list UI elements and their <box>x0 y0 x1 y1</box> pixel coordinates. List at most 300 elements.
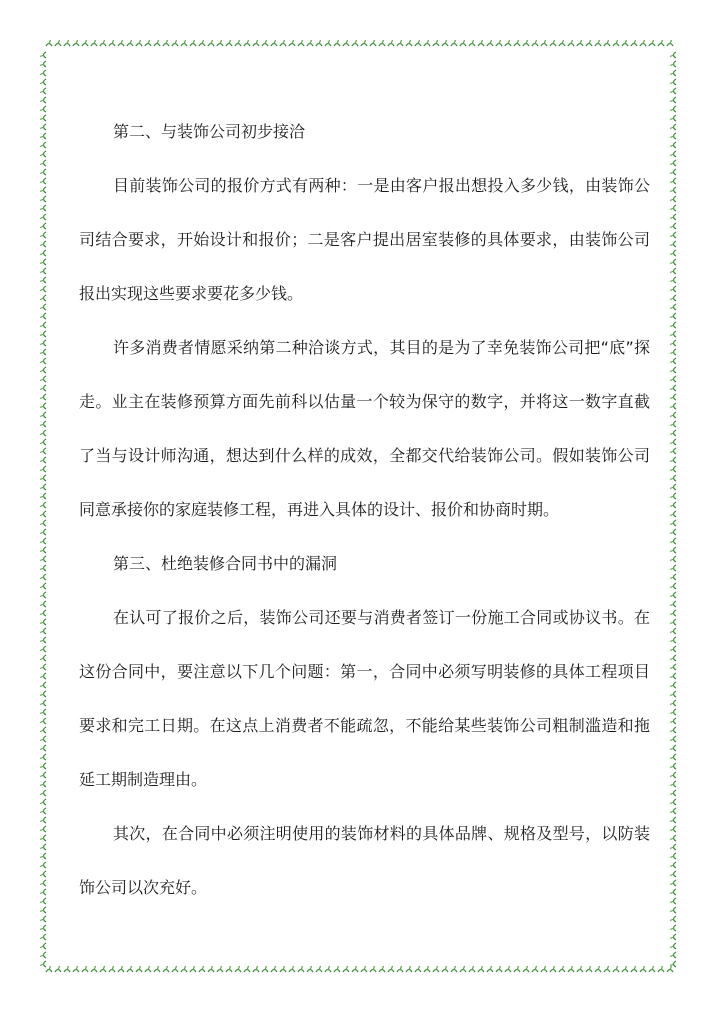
vine-leaf-icon <box>604 40 610 46</box>
vine-leaf-icon <box>118 966 124 972</box>
vine-leaf-icon <box>595 40 601 46</box>
vine-leaf-icon <box>40 214 46 220</box>
vine-leaf-icon <box>670 673 676 679</box>
vine-leaf-icon <box>199 40 205 46</box>
vine-leaf-icon <box>40 196 46 202</box>
vine-leaf-icon <box>40 232 46 238</box>
vine-leaf-icon <box>433 966 439 972</box>
vine-leaf-icon <box>532 966 538 972</box>
vine-leaf-icon <box>40 907 46 913</box>
vine-leaf-icon <box>40 322 46 328</box>
vine-leaf-icon <box>217 40 223 46</box>
vine-leaf-icon <box>40 763 46 769</box>
vine-leaf-icon <box>199 966 205 972</box>
vine-leaf-icon <box>670 412 676 418</box>
vine-leaf-icon <box>40 565 46 571</box>
vine-leaf-icon <box>40 772 46 778</box>
vine-leaf-icon <box>343 966 349 972</box>
vine-leaf-icon <box>631 40 637 46</box>
vine-leaf-icon <box>379 966 385 972</box>
vine-leaf-icon <box>622 966 628 972</box>
vine-leaf-icon <box>670 448 676 454</box>
vine-leaf-icon <box>40 169 46 175</box>
vine-leaf-icon <box>40 412 46 418</box>
vine-leaf-icon <box>433 40 439 46</box>
vine-leaf-icon <box>40 340 46 346</box>
vine-leaf-icon <box>640 966 646 972</box>
vine-leaf-icon <box>505 40 511 46</box>
vine-leaf-icon <box>40 718 46 724</box>
vine-leaf-icon <box>40 313 46 319</box>
vine-leaf-icon <box>244 966 250 972</box>
vine-leaf-icon <box>40 952 46 958</box>
paragraph-quote-methods: 目前装饰公司的报价方式有两种：一是由客户报出想投入多少钱，由装饰公司结合要求，开始设计和报价；二是客户提出居室装修的具体要求，由装饰公司报出实现这些要求要花多少钱。 <box>79 176 650 303</box>
vine-leaf-icon <box>670 925 676 931</box>
vine-leaf-icon <box>190 966 196 972</box>
vine-leaf-icon <box>40 79 46 85</box>
vine-leaf-icon <box>670 70 676 76</box>
vine-leaf-icon <box>40 961 46 967</box>
vine-leaf-icon <box>670 520 676 526</box>
vine-leaf-icon <box>670 97 676 103</box>
vine-leaf-icon <box>670 628 676 634</box>
vine-leaf-icon <box>109 40 115 46</box>
vine-leaf-icon <box>127 966 133 972</box>
vine-leaf-icon <box>670 646 676 652</box>
section-heading-2: 第二、与装饰公司初步接洽 <box>113 122 306 141</box>
vine-leaf-icon <box>670 187 676 193</box>
vine-leaf-icon <box>670 898 676 904</box>
vine-leaf-icon <box>670 502 676 508</box>
vine-leaf-icon <box>670 178 676 184</box>
vine-leaf-icon <box>424 966 430 972</box>
vine-leaf-icon <box>40 286 46 292</box>
vine-leaf-icon <box>613 40 619 46</box>
vine-leaf-icon <box>40 70 46 76</box>
vine-leaf-icon <box>388 40 394 46</box>
vine-leaf-icon <box>154 40 160 46</box>
vine-leaf-icon <box>289 966 295 972</box>
vine-leaf-icon <box>670 889 676 895</box>
vine-leaf-icon <box>40 502 46 508</box>
vine-leaf-icon <box>235 40 241 46</box>
vine-leaf-icon <box>670 700 676 706</box>
vine-leaf-icon <box>670 529 676 535</box>
vine-leaf-icon <box>73 966 79 972</box>
vine-leaf-icon <box>280 40 286 46</box>
vine-leaf-icon <box>370 966 376 972</box>
vine-leaf-icon <box>271 40 277 46</box>
vine-leaf-icon <box>670 655 676 661</box>
vine-leaf-icon <box>523 966 529 972</box>
vine-leaf-icon <box>670 826 676 832</box>
vine-leaf-icon <box>667 966 673 972</box>
vine-leaf-icon <box>40 304 46 310</box>
vine-leaf-icon <box>154 966 160 972</box>
vine-leaf-icon <box>670 151 676 157</box>
vine-leaf-icon <box>40 799 46 805</box>
vine-leaf-icon <box>253 40 259 46</box>
vine-leaf-icon <box>55 966 61 972</box>
vine-leaf-icon <box>40 403 46 409</box>
vine-leaf-icon <box>670 556 676 562</box>
vine-leaf-icon <box>40 106 46 112</box>
vine-leaf-icon <box>40 862 46 868</box>
vine-leaf-icon <box>670 457 676 463</box>
vine-leaf-icon <box>46 40 52 46</box>
vine-leaf-icon <box>217 966 223 972</box>
vine-leaf-icon <box>91 40 97 46</box>
vine-leaf-icon <box>670 880 676 886</box>
vine-leaf-icon <box>127 40 133 46</box>
vine-leaf-icon <box>415 40 421 46</box>
vine-leaf-icon <box>244 40 250 46</box>
vine-leaf-icon <box>670 313 676 319</box>
vine-leaf-icon <box>670 493 676 499</box>
vine-leaf-icon <box>670 574 676 580</box>
vine-leaf-icon <box>406 966 412 972</box>
paragraph-materials: 其次，在合同中必须注明使用的装饰材料的具体品牌、规格及型号，以防装饰公司以次充好。 <box>79 824 650 897</box>
vine-leaf-icon <box>670 421 676 427</box>
vine-leaf-icon <box>316 40 322 46</box>
vine-leaf-icon <box>631 966 637 972</box>
vine-leaf-icon <box>40 430 46 436</box>
vine-leaf-icon <box>670 133 676 139</box>
vine-leaf-icon <box>451 966 457 972</box>
vine-leaf-icon <box>40 925 46 931</box>
vine-leaf-icon <box>40 745 46 751</box>
vine-leaf-icon <box>670 583 676 589</box>
paragraph-negotiation: 许多消费者情愿采纳第二种洽谈方式，其目的是为了幸免装饰公司把“底”探走。业主在装修预算方面先前科以估量一个较为保守的数字，并将这一数字直截了当与设计师沟通，想达到什么样的成效，全都交代给装饰公司。假如装饰公司同意承接你的家庭装修工程，再进入具体的设计、报价和协商时期。 <box>79 338 650 519</box>
vine-leaf-icon <box>40 421 46 427</box>
vine-leaf-icon <box>670 718 676 724</box>
vine-leaf-icon <box>658 40 664 46</box>
vine-leaf-icon <box>343 40 349 46</box>
vine-leaf-icon <box>91 966 97 972</box>
vine-leaf-icon <box>670 160 676 166</box>
vine-leaf-icon <box>40 124 46 130</box>
vine-leaf-icon <box>670 538 676 544</box>
vine-leaf-icon <box>40 151 46 157</box>
vine-leaf-icon <box>316 966 322 972</box>
vine-leaf-icon <box>352 40 358 46</box>
vine-leaf-icon <box>670 691 676 697</box>
vine-leaf-icon <box>280 966 286 972</box>
vine-leaf-icon <box>40 835 46 841</box>
vine-leaf-icon <box>397 966 403 972</box>
vine-leaf-icon <box>670 727 676 733</box>
vine-leaf-icon <box>145 40 151 46</box>
vine-leaf-icon <box>40 826 46 832</box>
vine-leaf-icon <box>586 40 592 46</box>
vine-leaf-icon <box>670 745 676 751</box>
vine-leaf-icon <box>307 966 313 972</box>
vine-leaf-icon <box>40 295 46 301</box>
vine-leaf-icon <box>334 966 340 972</box>
vine-leaf-icon <box>559 966 565 972</box>
vine-leaf-icon <box>100 40 106 46</box>
vine-leaf-icon <box>514 40 520 46</box>
vine-leaf-icon <box>262 966 268 972</box>
vine-leaf-icon <box>478 966 484 972</box>
vine-leaf-icon <box>550 966 556 972</box>
vine-leaf-icon <box>136 40 142 46</box>
vine-leaf-icon <box>670 214 676 220</box>
vine-leaf-icon <box>40 547 46 553</box>
vine-leaf-icon <box>670 385 676 391</box>
vine-leaf-icon <box>298 40 304 46</box>
vine-leaf-icon <box>595 966 601 972</box>
vine-leaf-icon <box>40 934 46 940</box>
vine-leaf-icon <box>40 700 46 706</box>
vine-leaf-icon <box>40 52 46 58</box>
vine-leaf-icon <box>145 966 151 972</box>
vine-leaf-icon <box>40 205 46 211</box>
vine-leaf-icon <box>226 966 232 972</box>
vine-leaf-icon <box>670 304 676 310</box>
vine-leaf-icon <box>40 439 46 445</box>
vine-leaf-icon <box>550 40 556 46</box>
vine-leaf-icon <box>670 772 676 778</box>
vine-leaf-icon <box>424 40 430 46</box>
vine-leaf-icon <box>40 259 46 265</box>
vine-leaf-icon <box>40 115 46 121</box>
vine-leaf-icon <box>496 966 502 972</box>
vine-leaf-icon <box>670 196 676 202</box>
vine-leaf-icon <box>352 966 358 972</box>
vine-leaf-icon <box>532 40 538 46</box>
vine-leaf-icon <box>40 610 46 616</box>
vine-leaf-icon <box>40 394 46 400</box>
vine-leaf-icon <box>40 250 46 256</box>
vine-leaf-icon <box>226 40 232 46</box>
vine-leaf-icon <box>40 646 46 652</box>
vine-leaf-icon <box>271 966 277 972</box>
vine-leaf-icon <box>40 655 46 661</box>
vine-leaf-icon <box>523 40 529 46</box>
vine-leaf-icon <box>40 556 46 562</box>
vine-leaf-icon <box>388 966 394 972</box>
vine-leaf-icon <box>487 966 493 972</box>
vine-leaf-icon <box>670 367 676 373</box>
vine-leaf-icon <box>670 817 676 823</box>
vine-leaf-icon <box>451 40 457 46</box>
vine-leaf-icon <box>670 52 676 58</box>
vine-leaf-icon <box>40 943 46 949</box>
vine-leaf-icon <box>190 40 196 46</box>
vine-leaf-icon <box>670 340 676 346</box>
vine-leaf-icon <box>40 61 46 67</box>
vine-leaf-icon <box>568 40 574 46</box>
vine-leaf-icon <box>496 40 502 46</box>
vine-leaf-icon <box>40 511 46 517</box>
vine-leaf-icon <box>670 565 676 571</box>
vine-leaf-icon <box>670 295 676 301</box>
vine-leaf-icon <box>64 40 70 46</box>
vine-leaf-icon <box>658 966 664 972</box>
vine-leaf-icon <box>40 241 46 247</box>
vine-leaf-icon <box>670 610 676 616</box>
vine-leaf-icon <box>370 40 376 46</box>
vine-leaf-icon <box>670 232 676 238</box>
vine-leaf-icon <box>670 592 676 598</box>
paragraph-contract: 在认可了报价之后，装饰公司还要与消费者签订一份施工合同或协议书。在这份合同中，要注意以下几个问题：第一，合同中必须写明装修的具体工程项目要求和完工日期。在这点上消费者不能疏忽，不能给某些装饰公司粗制滥造和拖延工期制造理由。 <box>79 608 650 789</box>
vine-leaf-icon <box>40 466 46 472</box>
vine-leaf-icon <box>325 966 331 972</box>
vine-leaf-icon <box>670 511 676 517</box>
vine-leaf-icon <box>469 966 475 972</box>
vine-leaf-icon <box>670 943 676 949</box>
vine-leaf-icon <box>40 277 46 283</box>
vine-leaf-icon <box>670 763 676 769</box>
vine-leaf-icon <box>262 40 268 46</box>
vine-leaf-icon <box>505 966 511 972</box>
vine-leaf-icon <box>670 277 676 283</box>
vine-leaf-icon <box>670 862 676 868</box>
vine-leaf-icon <box>208 40 214 46</box>
vine-leaf-icon <box>46 966 52 972</box>
vine-leaf-icon <box>40 385 46 391</box>
vine-leaf-icon <box>40 889 46 895</box>
vine-leaf-icon <box>670 142 676 148</box>
vine-leaf-icon <box>40 349 46 355</box>
vine-leaf-icon <box>40 160 46 166</box>
vine-leaf-icon <box>670 808 676 814</box>
vine-leaf-icon <box>670 358 676 364</box>
vine-leaf-icon <box>670 835 676 841</box>
vine-leaf-icon <box>559 40 565 46</box>
vine-leaf-icon <box>670 79 676 85</box>
vine-leaf-icon <box>514 966 520 972</box>
vine-leaf-icon <box>397 40 403 46</box>
vine-leaf-icon <box>235 966 241 972</box>
vine-leaf-icon <box>487 40 493 46</box>
vine-leaf-icon <box>586 966 592 972</box>
vine-leaf-icon <box>667 40 673 46</box>
vine-leaf-icon <box>40 538 46 544</box>
vine-leaf-icon <box>622 40 628 46</box>
vine-leaf-icon <box>289 40 295 46</box>
vine-leaf-icon <box>55 40 61 46</box>
vine-leaf-icon <box>670 439 676 445</box>
vine-leaf-icon <box>670 952 676 958</box>
vine-leaf-icon <box>40 583 46 589</box>
vine-leaf-icon <box>40 664 46 670</box>
vine-leaf-icon <box>40 808 46 814</box>
vine-leaf-icon <box>100 966 106 972</box>
vine-leaf-icon <box>40 754 46 760</box>
vine-leaf-icon <box>40 187 46 193</box>
vine-leaf-icon <box>670 547 676 553</box>
vine-leaf-icon <box>670 61 676 67</box>
vine-leaf-icon <box>649 966 655 972</box>
vine-leaf-icon <box>40 358 46 364</box>
document-body <box>79 105 650 915</box>
vine-leaf-icon <box>670 781 676 787</box>
vine-leaf-icon <box>40 781 46 787</box>
vine-leaf-icon <box>40 592 46 598</box>
vine-leaf-icon <box>40 331 46 337</box>
vine-leaf-icon <box>40 682 46 688</box>
vine-leaf-icon <box>40 133 46 139</box>
vine-leaf-icon <box>40 619 46 625</box>
vine-leaf-icon <box>40 520 46 526</box>
vine-leaf-icon <box>118 40 124 46</box>
vine-leaf-icon <box>40 178 46 184</box>
vine-leaf-icon <box>82 40 88 46</box>
vine-leaf-icon <box>253 966 259 972</box>
vine-leaf-icon <box>163 40 169 46</box>
vine-leaf-icon <box>40 628 46 634</box>
vine-leaf-icon <box>670 394 676 400</box>
vine-leaf-icon <box>361 40 367 46</box>
vine-leaf-icon <box>541 40 547 46</box>
vine-leaf-icon <box>136 966 142 972</box>
vine-leaf-icon <box>172 40 178 46</box>
vine-leaf-icon <box>670 790 676 796</box>
vine-leaf-icon <box>40 637 46 643</box>
vine-leaf-icon <box>649 40 655 46</box>
vine-leaf-icon <box>670 430 676 436</box>
vine-leaf-icon <box>40 673 46 679</box>
vine-leaf-icon <box>40 475 46 481</box>
vine-leaf-icon <box>670 322 676 328</box>
vine-leaf-icon <box>181 40 187 46</box>
vine-leaf-icon <box>670 268 676 274</box>
vine-leaf-icon <box>40 844 46 850</box>
vine-leaf-icon <box>40 97 46 103</box>
vine-leaf-icon <box>40 601 46 607</box>
vine-leaf-icon <box>163 966 169 972</box>
vine-leaf-icon <box>181 966 187 972</box>
vine-leaf-icon <box>361 966 367 972</box>
vine-leaf-icon <box>40 853 46 859</box>
vine-leaf-icon <box>415 966 421 972</box>
vine-leaf-icon <box>325 40 331 46</box>
vine-leaf-icon <box>670 331 676 337</box>
vine-leaf-icon <box>670 853 676 859</box>
vine-leaf-icon <box>40 268 46 274</box>
vine-leaf-icon <box>670 259 676 265</box>
vine-leaf-icon <box>40 898 46 904</box>
vine-leaf-icon <box>613 966 619 972</box>
vine-leaf-icon <box>670 601 676 607</box>
vine-leaf-icon <box>670 88 676 94</box>
vine-leaf-icon <box>460 966 466 972</box>
vine-leaf-icon <box>40 790 46 796</box>
vine-leaf-icon <box>40 727 46 733</box>
vine-leaf-icon <box>442 966 448 972</box>
vine-leaf-icon <box>40 457 46 463</box>
vine-leaf-icon <box>670 484 676 490</box>
vine-leaf-icon <box>670 241 676 247</box>
vine-leaf-icon <box>670 475 676 481</box>
vine-leaf-icon <box>670 205 676 211</box>
vine-leaf-icon <box>670 664 676 670</box>
vine-leaf-icon <box>670 961 676 967</box>
vine-leaf-icon <box>40 880 46 886</box>
vine-leaf-icon <box>604 966 610 972</box>
vine-leaf-icon <box>307 40 313 46</box>
vine-leaf-icon <box>670 124 676 130</box>
vine-leaf-icon <box>172 966 178 972</box>
vine-leaf-icon <box>208 966 214 972</box>
vine-leaf-icon <box>40 736 46 742</box>
vine-leaf-icon <box>40 691 46 697</box>
vine-leaf-icon <box>40 448 46 454</box>
vine-leaf-icon <box>40 574 46 580</box>
vine-leaf-icon <box>406 40 412 46</box>
